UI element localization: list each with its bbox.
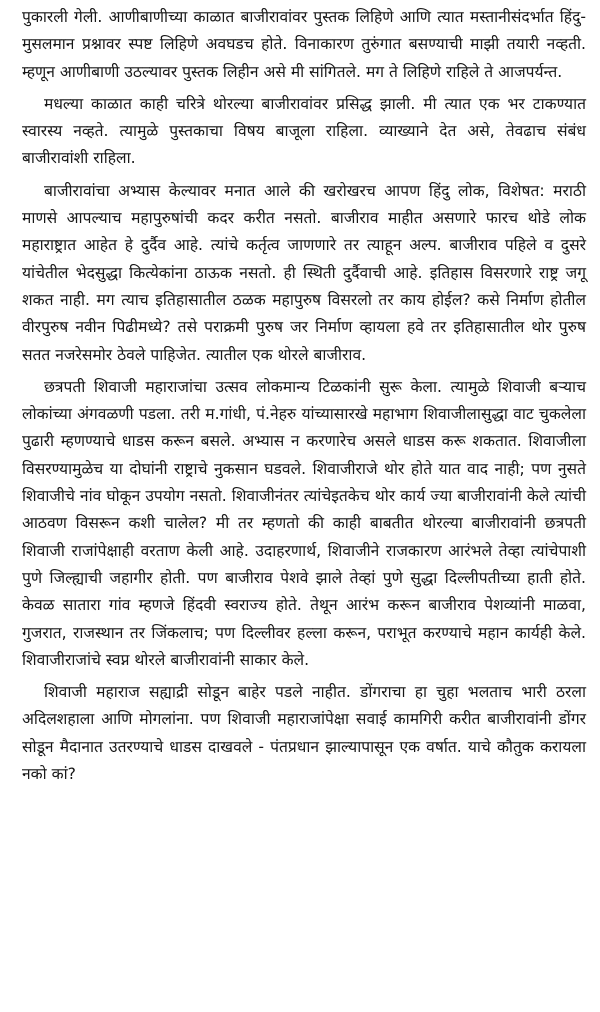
paragraph-continuation: पुकारली गेली. आणीबाणीच्या काळात बाजीरावांवर पुस्तक लिहिणे आणि त्यात मस्तानीसंदर्भात हिंदु-मुसलमान प्रश्नावर स्पष्ट लिहिणे अवघडच होते. विनाकारण तुरुंगात बसण्याची माझी तयारी नव्हती. म्हणून आणीबाणी उठल्यावर पुस्तक लिहीन असे मी सांगितले. मग ते लिहिणे राहिले ते आजपर्यन्त. — [22, 8, 586, 81]
paragraph-sahyadri: शिवाजी महाराज सह्याद्री सोडून बाहेर पडले नाहीत. डोंगराचा हा चुहा भलताच भारी ठरला अदिलशहाला आणि मोगलांना. पण शिवाजी महाराजांपेक्षा सवाई कामगिरी करीत बाजीरावांनी डोंगर सोडून मैदानात उतरण्याचे धाडस दाखवले - पंतप्रधान झाल्यापासून एक वर्षात. याचे कौतुक करायला नको कां? — [22, 683, 586, 784]
paragraph-forgotten-heroes: बाजीरावांचा अभ्यास केल्यावर मनात आले की खरोखरच आपण हिंदु लोक, विशेषत: मराठी माणसे आपल्याच महापुरुषांची कदर करीत नसतो. बाजीराव माहीत असणारे फारच थोडे लोक महाराष्ट्रात आहेत हे दुर्दैव आहे. त्यांचे कर्तृत्व जाणणारे तर त्याहून अल्प. बाजीराव पहिले व दुसरे यांचेतील भेदसुद्धा कित्येकांना ठाऊक नसतो. ही स्थिती दुर्दैवाची आहे. इतिहास विसरणारे राष्ट्र जगू शकत नाही. मग त्याच इतिहासातील ठळक महापुरुष विसरलो तर काय होईल? कसे निर्माण होतील वीरपुरुष नवीन पिढीमध्ये? तसे पराक्रमी पुरुष जर निर्माण व्हायला हवे तर इतिहासातील थोर पुरुष सतत नजरेसमोर ठेवले पाहिजेत. त्यातील एक थोरले बाजीराव. — [22, 181, 586, 364]
paragraph-biographies: मधल्या काळात काही चरित्रे थोरल्या बाजीरावांवर प्रसिद्ध झाली. मी त्यात एक भर टाकण्यात स्वारस्य नव्हते. त्यामुळे पुस्तकाचा विषय बाजूला राहिला. व्याख्याने देत असे, तेवढाच संबंध बाजीरावांशी राहिला. — [22, 94, 586, 168]
paragraph-shivaji-comparison: छत्रपती शिवाजी महाराजांचा उत्सव लोकमान्य टिळकांनी सुरू केला. त्यामुळे शिवाजी बऱ्याच लोकांच्या अंगवळणी पडला. तरी म.गांधी, पं.नेहरु यांच्यासारखे महाभाग शिवाजीलासुद्धा वाट चुकलेला पुढारी म्हणण्याचे धाडस करून बसले. अभ्यास न करणारेच असले धाडस करू शकतात. शिवाजीला विसरण्यामुळेच या दोघांनी राष्ट्राचे नुकसान घडवले. शिवाजीराजे थोर होते यात वाद नाही; पण नुसते शिवाजीचे नांव घोकून उपयोग नसतो. शिवाजीनंतर त्यांचेइतकेच थोर कार्य ज्या बाजीरावांनी केले त्यांची आठवण विसरून कशी चालेल? मी तर म्हणतो की काही बाबतीत थोरल्या बाजीरावांनी छत्रपती शिवाजी राजांपेक्षाही वरताण केली आहे. उदाहरणार्थ, शिवाजीने राजकारण आरंभले तेव्हा त्यांचेपाशी पुणे जिल्ह्याची जहागीर होती. पण बाजीराव पेशवे झाले तेव्हां पुणे सुद्धा दिल्लीपतीच्या हाती होते. केवळ सातारा गांव म्हणजे हिंदवी स्वराज्य होते. तेथून आरंभ करून बाजीराव पेशव्यांनी माळवा, गुजरात, राजस्थान तर जिंकलाच; पण दिल्लीवर हल्ला करून, पराभूत करण्याचे महान कार्यही केले. शिवाजीराजांचे स्वप्न थोरले बाजीरावांनी साकार केले. — [22, 377, 586, 669]
